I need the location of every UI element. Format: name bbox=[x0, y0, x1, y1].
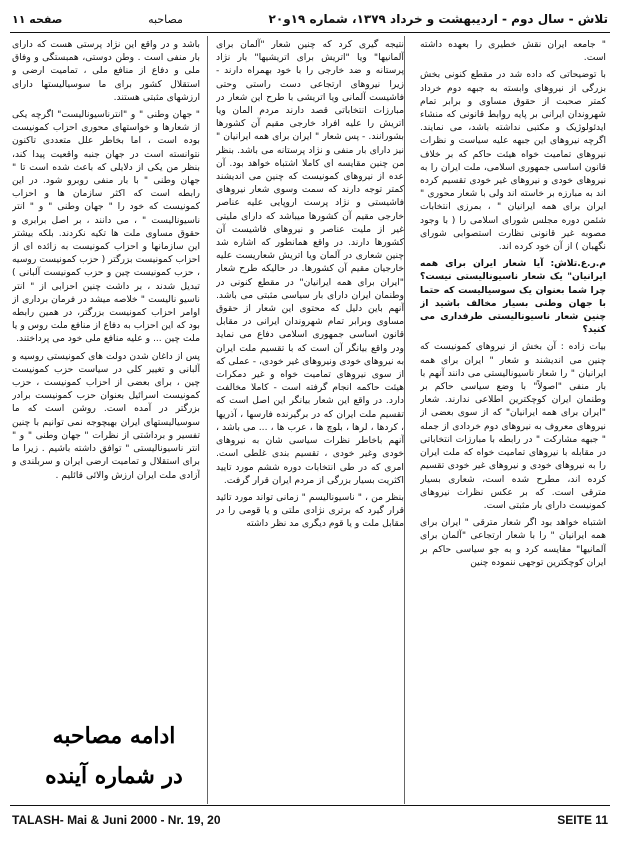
paragraph: اشتباه خواهد بود اگر شعار مترقی " ایران برای همه ایرانیان " را با شعار ارتجاعی "آلمان برای آلمانیها" مقایسه کرد و به جو سیاسی حاکم بر ایران کوچکترین توجهی ننموده چنین bbox=[420, 517, 606, 568]
continued-line-1: ادامه مصاحبه bbox=[52, 723, 176, 749]
paragraph: " جامعه ایران نقش خطیری را بعهده داشته است. bbox=[420, 39, 606, 64]
paragraph: پس از داغان شدن دولت های کمونیستی روسیه و آلبانی و تغییر کلی در سیاست حزب کمونیست چین ، برای بعضی از احزاب کمونیست ، حزب کمونیست اسرائیل بعنوان حزب کمونیست برادر بزرگتر در آمده است. روشن است که ما سوسیالیستهای ایران بهیچوجه نمی توانیم با چنین تفسیر و برداشتی از نظرات " جهان وطنی " و " انتر ناسیونالیستی " توافق داشته باشیم . زیرا ما برای استقلال و تمامیت ارضی ایران و سربلندی و آزادی ملت ایران ارزش والائی قائلیم . bbox=[12, 350, 200, 481]
column-middle bbox=[216, 38, 404, 802]
paragraph: نتیجه گیری کرد که چنین شعار "آلمان برای آلمانیها" ویا "اتریش برای اتریشیها" بار نژاد پرستانه و ضد خارجی را با خود بهمراه دارند - زیرا نیروهای ارتجاعی دست راستی وحتی فاشیست آلمانی ویا اتریشی با طرح این شعار در مبارزات انتخاباتی قصد دارند مردم المان ویا اتریش را علیه افراد خارجی مقیم آن کشورها بشورانند. - پس شعار " ایران برای همه ایرانیان " نیز دارای بار منفی و نژاد پرستانه می باشد. بنظر من چنین مقایسه ای کاملا اشتباه خواهد بود. آن عده از نیروهای کمونیست که چنین می اندیشند کمتر توجه دارند که سمت وسوی شعار نیروهای فاشیستی و نژاد پرست اروپایی علیه عناصر خارجی مقیم آن کشورها میباشد که دارای ملیتی غیر از ملیت عناصر و نیروهای فاشیست آن کشورها دارند. در واقع همانطور که اشاره شد چنین شعاری در آلمان ویا اتریش شعاریست علیه خارجیان مقیم آن کشورها. در حالیکه طرح شعار "ایران برای همه ایرانیان" در مقطع کنونی در وطنمان ایران دارای بار سیاسی مثبتی می باشد. آنهم باین دلیل که محتوی این شعار از حقوق مساوی وبرابر تمام شهروندان ایرانی در مقابل قانون اساسی جمهوری اسلامی دفاع می نماید ودر واقع بیانگر آن است که با تقسیم ملت ایران به نیروهای خودی ونیروهای غیر خودی، - عملی که از سوی نیروهای تمامیت خواه و غیر دمکرات هیئت حاکمه انجام گرفته است - کاملا مخالفت دارد. در واقع این شعار بیانگر این اصل است که تقسیم ملت ایران که در برگیرنده فارسها ، آذریها ، کردها ، لرها ، بلوچ ها ، عرب ها ، ... می باشد ، آنهم باخاطر نظرات سیاسی شان به نیروهای خودی وغیر خودی ، تقسیم بندی غلطی است. امری که در طی انتخابات دوره ششم مورد تایید اکثریت بسیار بزرگی از مردم ایران قرار گرفت. bbox=[216, 39, 404, 486]
footer-page: SEITE 11 bbox=[557, 813, 608, 827]
question-paragraph: م.ر.ع.تلاش: آیا شعار ایران برای همه ایرانیان" یک شعار ناسیونالیستی نیست؟ چرا شما بعنوان یک سوسیالیست که حتما با جهان وطنی بسیار مخالف باشید از چنین شعار ناسیونالیستی طرفداری می کنید؟ bbox=[420, 258, 606, 336]
column-right bbox=[420, 38, 606, 802]
masthead: تلاش - سال دوم - اردیبهشت و خرداد ۱۳۷۹، شماره ۱۹و۲۰ bbox=[268, 12, 608, 26]
column-divider bbox=[404, 36, 405, 804]
continued-notice bbox=[30, 716, 198, 796]
page-footer bbox=[12, 810, 608, 830]
column-divider bbox=[207, 36, 208, 804]
section-title: مصاحبه bbox=[148, 12, 183, 26]
page-number: صفحه ۱۱ bbox=[12, 12, 63, 26]
page-header bbox=[12, 8, 608, 30]
footer-issue: TALASH- Mai & Juni 2000 - Nr. 19, 20 bbox=[12, 813, 221, 827]
paragraph: با توضیحاتی که داده شد در مقطع کنونی بخش بزرگی از نیروهای وابسته به جبهه دوم خرداد کمتر صحبت از حقوق مساوی و برابر تمام شهروندان ایرانی بر پایه روابط قانونی که منشاء ایدئولوژیک و مکتبی نداشته باشد، می نمایند. اگرچه نیروهای این جبهه علیه سیاست و نظرات نیروهای تمامیت خواه هیئت حاکم که بر خلاف قانون اساسی جمهوری اسلامی، ملت ایران را به نیروهای خودی و نیروهای غیر خودی تقسیم کرده اند به مبارزه بر خاسته اند ولی با شعار محوری " ایران برای همه ایرانیان " ، بمرزی انتخابات شئمن دوره مجلس شورای اسلامی را ( با وجود مصوبه غیر قانونی نظارت استصوابی شورای نگهبان ) از آن خود کرده اند. bbox=[420, 69, 606, 253]
column-left bbox=[12, 38, 200, 698]
continued-line-2: در شماره آینده bbox=[45, 763, 183, 789]
paragraph: باشد و در واقع این نژاد پرستی هست که دارای بار منفی است . وطن دوستی، همبستگی و وفاق ملی و دفاع از منافع ملی ، تمامیت ارضی و استقلال کشور برای ما سوسیالیستها دارای ارزشهای مثبتی هستند. bbox=[12, 39, 200, 103]
header-rule bbox=[10, 32, 610, 33]
paragraph: بنظر من ، " ناسیونالیسم " زمانی تواند مورد تائید قرار گیرد که برتری نژادی ملتی و یا قومی را در مقابل ملت و یا قوم دیگری مد نظر داشته bbox=[216, 491, 404, 530]
footer-rule bbox=[10, 805, 610, 806]
answer-paragraph: بیات زاده : آن بخش از نیروهای کمونیست که چنین می اندیشند و شعار " ایران برای همه ایرانیان " را شعار ناسیونالیستی می دانند آنهم با بار منفی "اصولاً" با وضع سیاسی حاکم بر وطنمان ایران کوچکترین اطلاعی ندارند. شعار "ایران برای همه ایرانیان" که از سوی بعضی از نیروهای معروف به نیروهای دوم خردادی از جمله " جبهه مشارکت " در رابطه با مبارزات انتخاباتی در مقابله با نیروهای تمامیت خواه که ملت ایران را به نیروهای خودی و نیروهای غیر خودی تقسیم کرده اند، مطرح شده است، شعاری بسیار مترقی است. که بر عکس نظرات نیروهای کمونیست دارای بار مثبتی است. bbox=[420, 341, 606, 511]
paragraph: " جهان وطنی " و "انترناسیونالیست" اگرچه یکی از شعارها و خواستهای محوری احزاب کمونیست بوده است ، اما بخاطر علل متعددی تاکنون نتوانسته است در جهان جنبه واقعیت پیدا کند، بنظر من یکی از دلایلی که باعث شده است تا " جهان وطنی " با بار منفی روبرو شود. در این رابطه است که اکثر سازمان ها و احزاب کمونیست که خود را " جهان وطنی " و " انتر ناسیونالیست " ، می دانند ، بر اصل برابری و حقوق مساوی ملت ها تکیه نکردند. بلکه بیشتر این سازمانها و احزاب کمونیست به زائده ای از احزاب کمونیست بزرگتر ( حزب کمونیست روسیه ، حزب کمونیست چین و حزب کمونیست آلبانی ) تبدیل شدند ، بر داشت چنین احزابی از " انتر ناسیو نالیست " خلاصه میشد در فرمان برداری از اوامر احزاب کمونیست بزرگتر، در همین رابطه بود که این احزاب به دفاع از منافع ملت روس و یا ملت چین ... و علیه منافع ملی خود می پرداختند. bbox=[12, 109, 200, 345]
